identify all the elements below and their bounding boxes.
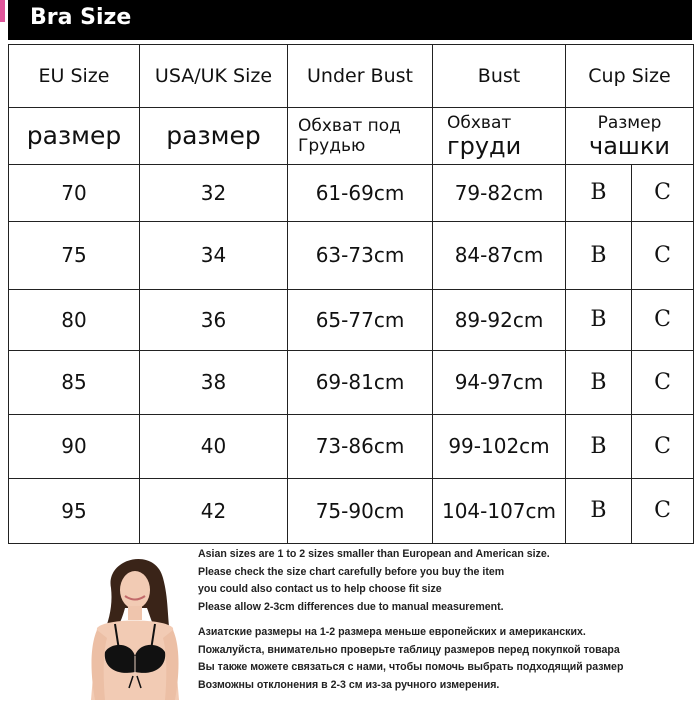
under-bust-cell: 69-81cm	[315, 370, 405, 394]
accent-bar	[0, 0, 5, 22]
header-ru-cup	[566, 107, 693, 164]
eu-size-cell: 85	[61, 370, 87, 394]
usa-uk-size-cell: 40	[200, 434, 227, 458]
cup-b-cell: B	[590, 498, 607, 523]
header-eu-size: EU Size	[38, 64, 110, 87]
header-ru-bust-line1: Обхват	[447, 112, 512, 133]
header-ru-usa: размер	[166, 121, 261, 150]
size-table	[8, 44, 694, 544]
note-en: Please check the size chart carefully before you buy the item	[198, 565, 505, 578]
eu-size-cell: 80	[61, 307, 87, 332]
header-ru-under-bust	[288, 107, 432, 164]
usa-uk-size-cell: 32	[200, 180, 227, 205]
note-ru: Возможны отклонения в 2-3 см из-за ручного измерения.	[198, 678, 500, 691]
eu-size-cell: 70	[61, 180, 87, 205]
cup-c-cell: C	[654, 180, 671, 205]
header-ru-cup-line2: чашки	[589, 131, 670, 160]
under-bust-cell: 73-86cm	[315, 434, 405, 458]
bust-cell: 94-97cm	[454, 370, 544, 394]
cup-b-cell: B	[590, 369, 607, 395]
note-ru: Азиатские размеры на 1-2 размера меньше европейских и американских.	[198, 626, 586, 638]
note-ru: Пожалуйста, внимательно проверьте таблицу размеров перед покупкой товара	[198, 643, 620, 656]
usa-uk-size-cell: 34	[200, 243, 227, 267]
eu-size-cell: 90	[61, 434, 87, 458]
model-illustration	[75, 548, 195, 700]
size-notes	[198, 546, 698, 694]
header-ru-under-bust-line2: Грудью	[298, 135, 366, 156]
bust-cell: 104-107cm	[441, 498, 557, 523]
cup-b-cell: B	[590, 242, 607, 268]
model-photo	[75, 548, 195, 700]
title-bar	[8, 0, 692, 40]
usa-uk-size-cell: 36	[200, 307, 227, 332]
bust-cell: 99-102cm	[448, 434, 550, 458]
header-under-bust: Under Bust	[307, 64, 413, 87]
bust-cell: 79-82cm	[454, 180, 544, 205]
header-cup-size: Cup Size	[588, 64, 671, 87]
note-en: you could also contact us to help choose fit size	[198, 583, 442, 595]
bust-cell: 89-92cm	[454, 307, 544, 332]
cup-c-cell: C	[654, 242, 671, 268]
header-ru-bust	[433, 107, 565, 164]
cup-c-cell: C	[654, 498, 671, 523]
under-bust-cell: 63-73cm	[315, 243, 405, 267]
usa-uk-size-cell: 42	[200, 498, 227, 523]
page-title: Bra Size	[30, 5, 132, 30]
usa-uk-size-cell: 38	[200, 370, 227, 394]
note-en: Asian sizes are 1 to 2 sizes smaller than European and American size.	[198, 548, 550, 560]
header-ru-under-bust-line1: Обхват под	[298, 115, 401, 136]
table-rule	[9, 543, 693, 544]
header-bust: Bust	[477, 64, 521, 87]
eu-size-cell: 95	[61, 498, 87, 523]
under-bust-cell: 65-77cm	[315, 307, 405, 332]
eu-size-cell: 75	[61, 243, 87, 267]
header-usa-uk-size: USA/UK Size	[154, 64, 273, 87]
cup-b-cell: B	[590, 433, 607, 459]
header-ru-cup-line1: Размер	[597, 112, 662, 133]
bust-cell: 84-87cm	[454, 243, 544, 267]
cup-c-cell: C	[654, 433, 671, 459]
cup-c-cell: C	[654, 369, 671, 395]
under-bust-cell: 75-90cm	[315, 498, 405, 523]
under-bust-cell: 61-69cm	[315, 180, 405, 205]
cup-b-cell: B	[590, 180, 607, 205]
header-ru-eu: размер	[26, 121, 122, 150]
header-ru-bust-line2: груди	[447, 131, 522, 160]
cup-c-cell: C	[654, 307, 671, 332]
cup-b-cell: B	[590, 307, 607, 332]
note-en: Please allow 2-3cm differences due to manual measurement.	[198, 600, 504, 613]
note-ru: Вы также можете связаться с нами, чтобы помочь выбрать подходящий размер	[198, 661, 624, 673]
